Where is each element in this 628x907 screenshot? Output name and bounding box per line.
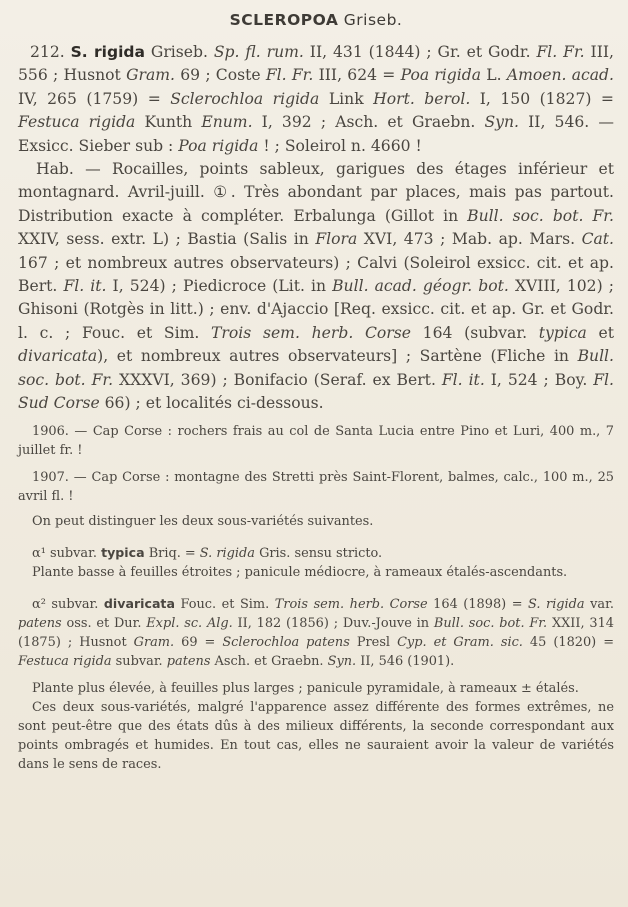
subvar-prefix: α¹ subvar. bbox=[32, 545, 102, 561]
subvar-synonym: Sclerochloa patens bbox=[222, 634, 350, 650]
observation-1906: 1906. — Cap Corse : rochers frais au col de Santa Lucia entre Pino et Luri, 400 m., 7 juillet fr. ! bbox=[18, 423, 614, 458]
entry-text: II, 431 (1844) ; Gr. et Godr. bbox=[303, 43, 537, 61]
habitat-text: 66) ; et localités ci-dessous. bbox=[99, 394, 324, 413]
entry-citation: Gram. bbox=[126, 66, 176, 85]
subvar-synonym: S. rigida bbox=[199, 545, 255, 561]
habitat-text: XXIV, sess. extr. L) ; Bastia (Salis in bbox=[18, 230, 316, 249]
entry-text: II, 546. — Exsicc. Sieber sub : bbox=[18, 113, 614, 155]
entry-citation: Hort. berol. bbox=[373, 89, 471, 108]
habitat-citation: Bull. soc. bot. Fr. bbox=[467, 206, 614, 225]
entry-citation: Enum. bbox=[201, 113, 253, 132]
subvar-citation: Bull. soc. bot. Fr. bbox=[433, 615, 548, 631]
habitat-text: I, 524) ; Piedicroce (Lit. in bbox=[106, 277, 333, 296]
subvar-text: 164 (1898) = bbox=[427, 596, 529, 612]
habitat-text: 164 (subvar. bbox=[410, 323, 539, 342]
entry-synonym: Poa rigida bbox=[178, 136, 259, 155]
subvar-text: 45 (1820) = bbox=[522, 634, 615, 650]
habitat-text: ), et nombreux autres observateurs] ; Sartène (Fliche in bbox=[97, 347, 578, 366]
entry-text: ! ; Soleirol n. 4660 ! bbox=[258, 136, 422, 155]
habitat-text: XXXVI, 369) ; Bonifacio (Seraf. ex Bert. bbox=[113, 370, 442, 389]
entry-text: Griseb. bbox=[144, 43, 214, 61]
species-name: S. rigida bbox=[70, 43, 145, 61]
subvar-synonym: S. rigida bbox=[528, 596, 585, 612]
page-header bbox=[18, 11, 614, 29]
subvar-citation: Gram. bbox=[133, 634, 175, 650]
habitat-text: XVIII, 102) ; Ghisoni (Rotgès in litt.) ; env. d'Ajaccio [Req. exsicc. cit. et ap. Gr. et Godr. l. c. ; Fouc. et Sim. bbox=[18, 277, 614, 342]
subvar-synonym: Festuca rigida bbox=[18, 653, 112, 669]
subvar-citation: Cyp. et Gram. sic. bbox=[397, 634, 523, 650]
subvar-divaricata-heading bbox=[18, 594, 614, 671]
subvar-text: var. bbox=[584, 596, 614, 612]
subvar-text: oss. et Dur. bbox=[61, 615, 147, 631]
subvar-citation: Expl. sc. Alg. bbox=[146, 615, 233, 631]
subvar-name: divaricata bbox=[103, 595, 175, 611]
subvar-text: Briq. = bbox=[144, 545, 200, 561]
subvar-text: Presl bbox=[349, 634, 398, 650]
entry-citation: Fl. Fr. bbox=[536, 43, 585, 61]
entry-citation: Amoen. acad. bbox=[506, 66, 614, 85]
habitat-text: Hab. — Rocailles, points sableux, garigues des étages inférieur et montagnard. Avril-juill. ①. Très abondant par places, mais pas partout. Distribution exacte à compléter. Erbalunga (Gillot in bbox=[18, 160, 614, 225]
subvar-synonym: patens bbox=[166, 653, 211, 669]
subvar-typica-description: Plante basse à feuilles étroites ; panicule médiocre, à rameaux étalés-ascendants. bbox=[32, 564, 568, 580]
entry-synonym: Poa rigida bbox=[400, 66, 482, 85]
habitat-text: XVI, 473 ; Mab. ap. Mars. bbox=[357, 230, 582, 249]
subvar-text: 69 = bbox=[174, 634, 223, 650]
conclusion-paragraph: Ces deux sous-variétés, malgré l'apparence assez différente des formes extrêmes, ne sont peut-être que des états dûs à des milieux différents, la seconde correspondant aux points ombragés et humides. En tout cas, elles ne sauraient avoir la valeur de variétés dans le sens de races. bbox=[18, 699, 614, 772]
subvar-text: II, 182 (1856) ; Duv.-Jouve in bbox=[232, 615, 434, 631]
entry-text: III, 624 = bbox=[313, 66, 401, 85]
entry-citation: Syn. bbox=[484, 113, 519, 132]
subvar-text: subvar. bbox=[111, 653, 167, 669]
entry-text: Link bbox=[319, 89, 374, 108]
entry-text: L. bbox=[481, 66, 507, 85]
subvar-text: Fouc. et Sim. bbox=[174, 596, 275, 612]
entry-text: IV, 265 (1759) = bbox=[18, 89, 171, 108]
entry-text: 69 ; Coste bbox=[175, 66, 266, 85]
subvar-text: II, 546 (1901). bbox=[356, 653, 455, 669]
subvar-citation: Syn. bbox=[327, 653, 357, 669]
subvar-text: Gris. sensu stricto. bbox=[254, 545, 383, 561]
entry-text: Kunth bbox=[135, 113, 202, 132]
subvar-divaricata-description: Plante plus élevée, à feuilles plus larges ; panicule pyramidale, à rameaux ± étalés. bbox=[32, 680, 579, 696]
habitat-citation: Flora bbox=[315, 230, 358, 249]
subvar-text: Asch. et Graebn. bbox=[210, 653, 328, 669]
subvar-name: typica bbox=[101, 544, 145, 560]
entry-synonym: Festuca rigida bbox=[18, 113, 136, 132]
distinguish-note: On peut distinguer les deux sous-variétés suivantes. bbox=[32, 513, 374, 529]
habitat-citation: Cat. bbox=[581, 230, 615, 249]
entry-text: III, 556 ; Husnot bbox=[18, 43, 614, 85]
habitat-paragraph bbox=[18, 158, 614, 415]
habitat-citation: Fl. it. bbox=[63, 277, 107, 296]
species-entry bbox=[18, 41, 614, 158]
genus-title: SCLEROPOA bbox=[229, 11, 339, 29]
habitat-citation: Bull. acad. géogr. bot. bbox=[332, 277, 509, 296]
habitat-citation: typica bbox=[538, 323, 587, 342]
entry-text: I, 150 (1827) = bbox=[470, 89, 614, 108]
entry-synonym: Sclerochloa rigida bbox=[170, 89, 320, 108]
habitat-citation: Fl. it. bbox=[441, 370, 485, 389]
observation-1907: 1907. — Cap Corse : montagne des Stretti près Saint-Florent, balmes, calc., 100 m., 25 avril fl. ! bbox=[18, 469, 614, 504]
subvar-typica-heading bbox=[18, 543, 614, 563]
entry-citation: Sp. fl. rum. bbox=[213, 43, 304, 61]
habitat-citation: divaricata bbox=[18, 347, 98, 366]
habitat-text: et bbox=[586, 323, 614, 342]
entry-text: I, 392 ; Asch. et Graebn. bbox=[252, 113, 485, 132]
habitat-text: 167 ; et nombreux autres observateurs) ; Calvi (Soleirol exsicc. cit. et ap. Bert. bbox=[18, 253, 614, 296]
subvar-text: XXII, 314 (1875) ; Husnot bbox=[18, 615, 614, 650]
entry-number: 212. bbox=[30, 43, 65, 61]
subvar-synonym: patens bbox=[18, 615, 62, 631]
subvar-citation: Trois sem. herb. Corse bbox=[274, 596, 428, 612]
habitat-citation: Fl. Sud Corse bbox=[18, 370, 614, 413]
subvar-prefix: α² subvar. bbox=[32, 596, 104, 612]
habitat-citation: Trois sem. herb. Corse bbox=[211, 323, 411, 342]
habitat-text: I, 524 ; Boy. bbox=[484, 370, 594, 389]
genus-author: Griseb. bbox=[338, 11, 403, 29]
entry-citation: Fl. Fr. bbox=[265, 66, 314, 85]
habitat-citation: Bull. soc. bot. Fr. bbox=[18, 347, 614, 389]
